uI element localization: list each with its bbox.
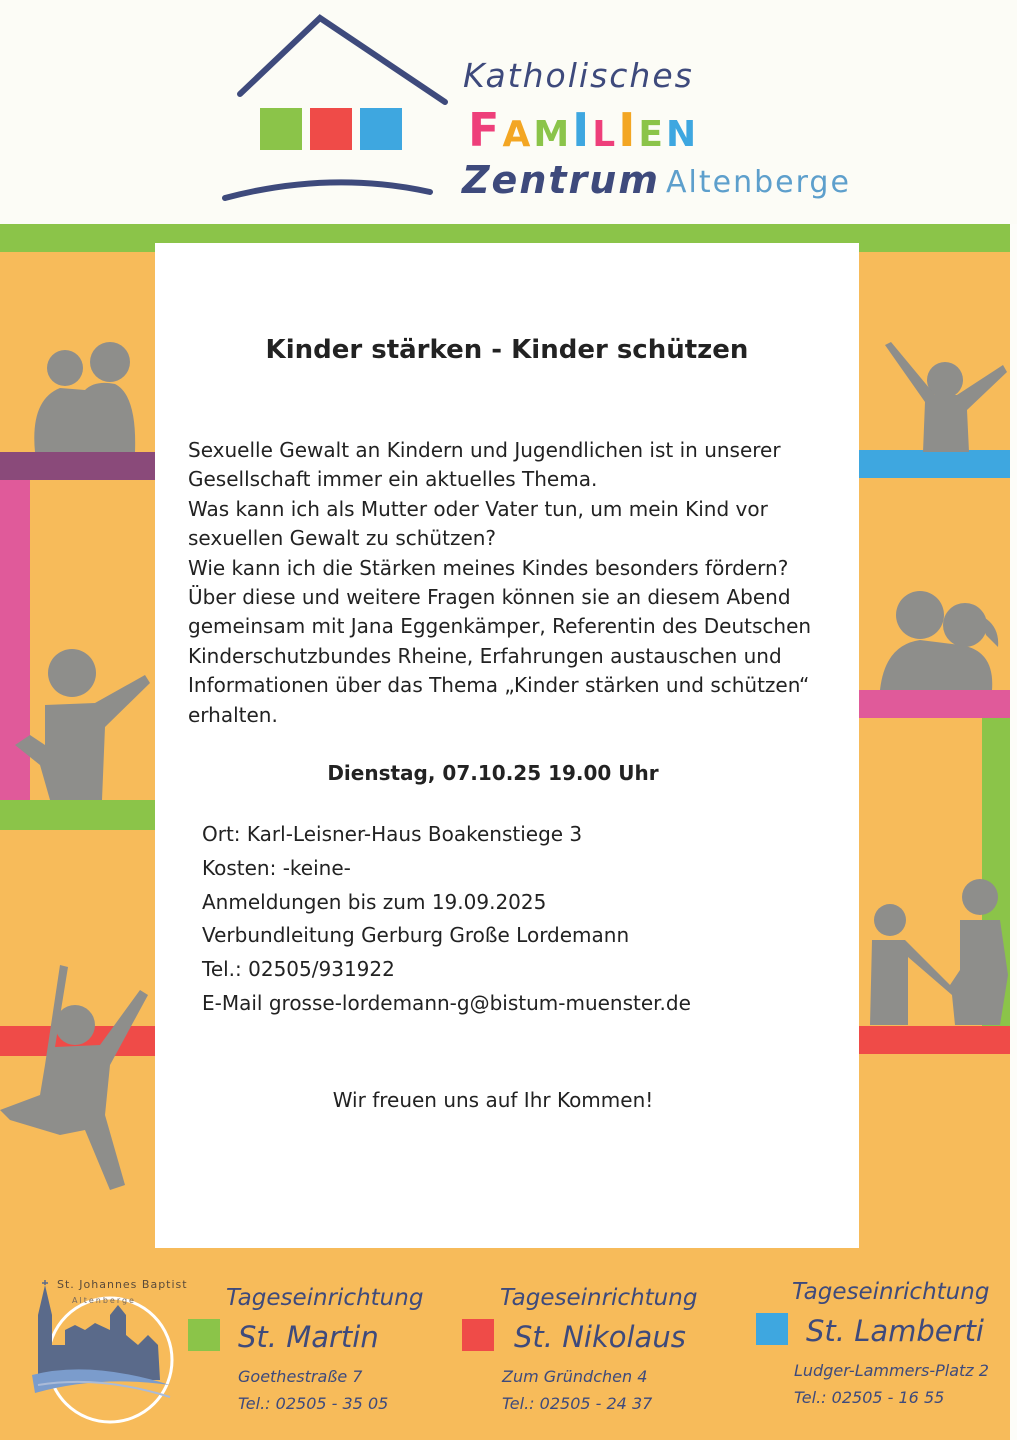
- kita-color-square-green: [188, 1319, 220, 1351]
- description-line: erhalten.: [188, 702, 278, 727]
- church-place: Altenberge: [72, 1296, 136, 1305]
- children-silhouette-right-middle: [880, 585, 1000, 690]
- child-silhouette-right-arms-up: [875, 340, 1010, 452]
- info-registration: Anmeldungen bis zum 19.09.2025: [202, 889, 547, 914]
- kita-color-square-red: [462, 1319, 494, 1351]
- familien-letter: E: [638, 114, 666, 155]
- child-silhouette-left-jumping: [0, 955, 150, 1190]
- kita-label: Tageseinrichtung: [792, 1279, 990, 1305]
- familien-letter: F: [468, 103, 503, 157]
- event-date: Dienstag, 07.10.25 19.00 Uhr: [327, 761, 659, 785]
- familien-letter: I: [572, 103, 593, 157]
- kita-name: St. Lamberti: [806, 1314, 984, 1348]
- description-line: gemeinsam mit Jana Eggenkämper, Referentin des Deutschen: [188, 614, 812, 639]
- kita-phone: Tel.: 02505 - 24 37: [502, 1394, 653, 1413]
- info-email: E-Mail grosse-lordemann-g@bistum-muenster.de: [202, 990, 691, 1015]
- familien-letter: I: [618, 103, 639, 157]
- logo-square-green: [260, 108, 302, 150]
- kita-st-martin: [188, 1285, 424, 1425]
- kita-st-nikolaus: [462, 1285, 702, 1425]
- logo-text-altenberge: Altenberge: [666, 165, 851, 200]
- info-location: Ort: Karl-Leisner-Haus Boakenstiege 3: [202, 822, 583, 846]
- description-line: Gesellschaft immer ein aktuelles Thema.: [188, 467, 598, 492]
- logo-square-blue: [360, 108, 402, 150]
- familien-letter: A: [502, 114, 534, 155]
- stripe-blue-right: [859, 450, 1010, 478]
- description-line: Sexuelle Gewalt an Kindern und Jugendlichen ist in unserer: [188, 438, 781, 462]
- kita-label: Tageseinrichtung: [500, 1285, 698, 1311]
- kita-color-square-blue: [756, 1313, 788, 1345]
- header: [0, 0, 1017, 224]
- stripe-red-right: [859, 1026, 1010, 1054]
- kita-name: St. Nikolaus: [514, 1320, 686, 1354]
- info-cost: Kosten: -keine-: [202, 855, 351, 880]
- closing-text: Wir freuen uns auf Ihr Kommen!: [332, 1088, 654, 1112]
- description-line: Wie kann ich die Stärken meines Kindes besonders fördern?: [188, 555, 789, 580]
- description-line: Informationen über das Thema „Kinder stärken und schützen“: [188, 673, 810, 698]
- children-silhouette-left-top: [25, 340, 140, 452]
- content-card: [155, 243, 859, 1248]
- description-line: Kinderschutzbundes Rheine, Erfahrungen austauschen und: [188, 643, 782, 668]
- child-silhouette-left-middle: [10, 645, 150, 800]
- event-info: [202, 818, 691, 1021]
- logo-text-familien: [468, 103, 699, 157]
- event-title: Kinder stärken - Kinder schützen: [265, 335, 749, 365]
- familien-letter: M: [533, 114, 573, 155]
- kita-phone: Tel.: 02505 - 35 05: [238, 1394, 389, 1413]
- kita-st-lamberti: [756, 1279, 1006, 1419]
- kita-address: Zum Gründchen 4: [502, 1367, 648, 1386]
- kita-address: Goethestraße 7: [238, 1367, 363, 1386]
- stripe-purple-left: [0, 452, 155, 480]
- church-name: St. Johannes Baptist: [57, 1278, 188, 1291]
- stripe-green-left: [0, 800, 155, 830]
- event-description: [188, 436, 828, 730]
- familien-letter: L: [592, 114, 619, 155]
- info-phone: Tel.: 02505/931922: [202, 957, 395, 982]
- familien-letter: N: [665, 114, 700, 155]
- logo-text-katholisches: Katholisches: [463, 56, 694, 95]
- kita-phone: Tel.: 02505 - 16 55: [794, 1388, 945, 1407]
- kita-address: Ludger-Lammers-Platz 2: [794, 1361, 989, 1380]
- stripe-pink-right: [859, 690, 1010, 718]
- children-silhouette-right-holding-hands: [860, 875, 1010, 1025]
- logo-square-red: [310, 108, 352, 150]
- logo-text-zentrum: Zentrum: [462, 158, 660, 202]
- description-line: Über diese und weitere Fragen können sie an diesem Abend: [188, 585, 791, 610]
- kita-name: St. Martin: [238, 1320, 379, 1354]
- kita-label: Tageseinrichtung: [226, 1285, 424, 1311]
- description-line: Was kann ich als Mutter oder Vater tun, um mein Kind vor: [188, 496, 768, 521]
- description-line: sexuellen Gewalt zu schützen?: [188, 526, 497, 551]
- info-contact: Verbundleitung Gerburg Große Lordemann: [202, 923, 630, 948]
